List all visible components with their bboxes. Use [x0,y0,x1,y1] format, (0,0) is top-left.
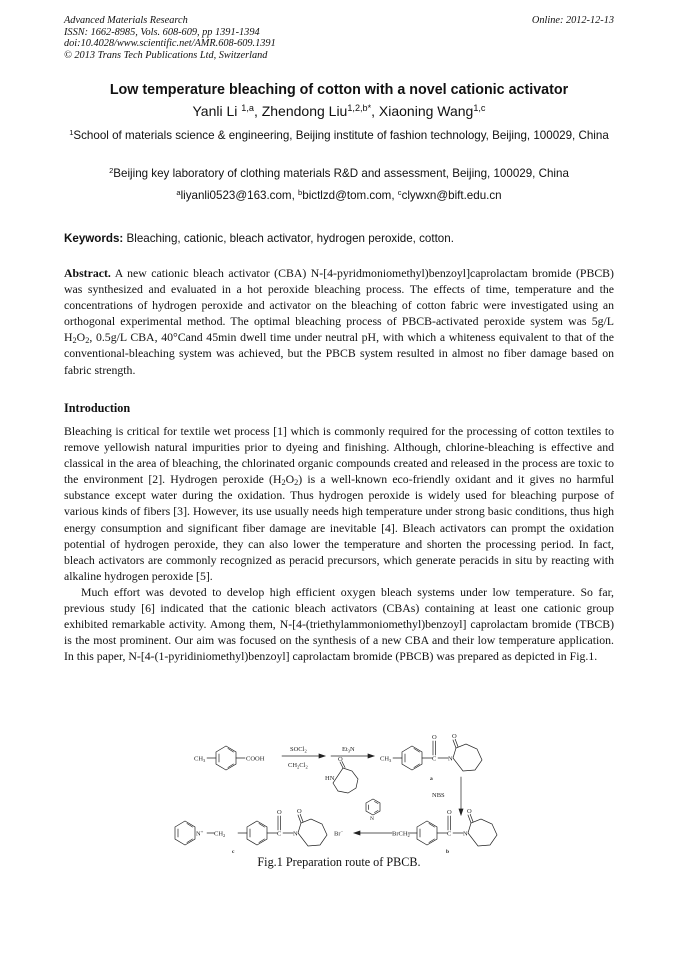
issn-line: ISSN: 1662-8985, Vols. 608-609, pp 1391-1394 [64,26,260,38]
scheme-label: $CH_2$ [214,830,226,838]
figure-caption: Fig.1 Preparation route of PBCB. [257,855,421,869]
introduction-body [64,423,614,664]
scheme-label: N [370,816,374,822]
scheme-label: N+ [196,829,204,838]
author-name: Zhendong Liu [261,103,348,119]
subscript: 2 [72,336,77,346]
subscript: 2 [85,336,90,346]
aff-sup: 1 [69,127,74,137]
compound-label-b: b [446,849,450,855]
journal-name: Advanced Materials Research [64,15,188,26]
abstract-text: , 0.5g/L CBA, 40°Cand 45min dwell time under neutral pH, with which a whiteness equivalent to that of the conventional-bleaching system was achieved, but the PBCB system resulted in almost no fiber damage based on fabric strength. [64,330,614,377]
scheme-label: Br− [334,829,344,838]
abstract-text: O [76,330,86,345]
scheme-label: N [463,830,468,838]
scheme-label: O [467,808,472,815]
online-date: Online: 2012-12-13 [531,15,614,26]
doi-line: doi:10.4028/www.scientific.net/AMR.608-609.1391 [64,38,276,50]
author-sup: 1,a [241,103,254,113]
author-list: Yanli Li $^{1,a}$, Zhendong Liu$^{1,2,b*}$, Xiaoning Wang$^{1,c}$ [192,103,486,119]
email-list: $^a$liyanli0523@163.com, $^b$bictlzd@tom.com, $^c$clywxn@bift.edu.cn [176,187,502,202]
keywords-label: Keywords: [64,232,124,245]
author-name: Xiaoning Wang [378,103,474,119]
journal-header [64,15,614,61]
keywords-text: Bleaching, cationic, bleach activator, hydrogen peroxide, cotton. [126,232,454,245]
scheme-label: COOH [246,755,265,763]
section-heading-introduction: Introduction [64,401,131,415]
intro-text: O [285,472,295,487]
subscript: 2 [281,478,286,488]
scheme-label: SOCl$_2$ [290,746,307,754]
reaction-scheme [170,725,510,857]
scheme-label: BrCH$_2$ [392,830,410,838]
aff-sup: 2 [109,165,114,175]
scheme-label: O [452,733,457,740]
intro-text: Bleaching is critical for textile wet process [1] which is commonly required for the processing of cotton textiles to remove yellowish natural impurities prior to dyeing and finishing. Although, chlorine-bleaching is effective and classical in the area of bleaching, the chlorinated organic compounds created and released in the process are toxic to the environment [2]. Hydrogen peroxide (H [64,424,614,487]
abstract-label: Abstract. [64,266,111,280]
intro-paragraph-2: Much effort was devoted to develop high efficient oxygen bleach systems under low temperature. So far, previous study [6] indicated that the cationic bleach activators (CBAs) containing at least one cationic group exhibited remarkable activity. Among them, N-[4-(triethylammoniomethyl)benzoyl] caprolactam bromide (TBCB) is the most prominent. Our aim was focused on the synthesis of a new CBA and their low temperature application. In this paper, N-[4-(1-pyridiniomethyl)benzoyl] caprolactam bromide (PBCB) was prepared as depicted in Fig.1. [64,584,614,664]
author-sup: 1,2,b* [347,103,372,113]
scheme-label: C [447,830,452,838]
scheme-label: O [297,808,302,815]
email: liyanli0523@163.com [180,189,292,202]
keywords [64,232,614,245]
scheme-label: N [448,755,453,763]
aff-text: School of materials science & engineering, Beijing institute of fashion technology, Beijing, 100029, China [73,129,609,142]
copyright-line: © 2013 Trans Tech Publications Ltd, Switzerland [64,49,268,61]
abstract-text: A new cationic bleach activator (CBA) N-[4-pyridmoniomethyl)benzoyl]caprolactam bromide (PBCB) was synthesized and evaluated in a hot peroxide bleaching process. The effects of time, temperature and the concentrations of hydrogen peroxide and activator on the bleaching of cotton fabric were investigated using an orthogonal experimental method. The optimal bleaching process of PBCB-activated peroxide system was 5g/L H [64,266,614,345]
scheme-label: HN [325,775,335,782]
aff-text: Beijing key laboratory of clothing materials R&D and assessment, Beijing, 100029, China [113,167,569,180]
intro-text: ) is a well-known eco-friendly oxidant and it gives no harmful substance except water during the oxidation. Thus hydrogen peroxide is widely used for bleaching purpose of various kinds of fibers [3]. However, its use usually needs high temperature under strong basic conditions, thus high energy consumption and significant fiber damage are inevitable [4]. Bleach activators can prompt the oxidation potential of hydrogen peroxide, they can also lower the temperature and shorten the processing period. In fact, bleach activators are commonly recognized as peracid precursors, which generate peracids in situ by reacting with alkaline hydrogen peroxide [5]. [64,472,614,583]
affiliation-1 [58,128,620,143]
abstract [64,265,614,378]
scheme-label: O [338,756,343,763]
subscript: 2 [294,478,299,488]
scheme-label: N [293,830,298,838]
scheme-label: $CH_3$ [194,755,206,763]
email: bictlzd@tom.com [302,189,392,202]
paper-title: Low temperature bleaching of cotton with a novel cationic activator [109,82,569,98]
scheme-label: O [447,809,452,816]
affiliation-2 [58,166,620,181]
scheme-label: O [432,734,437,741]
intro-paragraph-1 [64,423,614,584]
scheme-label: O [277,809,282,816]
compound-label-c: c [232,849,235,855]
scheme-label: NBS [432,792,445,799]
scheme-label: $CH_2Cl_2$ [288,762,308,770]
compound-label-a: a [430,776,433,782]
email-sup: a [176,187,181,197]
scheme-label: C [277,830,282,838]
email-sup: c [397,187,402,197]
scheme-label: $Et_3N$ [342,746,355,754]
scheme-label: $CH_3$ [380,755,392,763]
scheme-label: C [432,755,437,763]
email-sup: b [298,187,303,197]
author-sup: 1,c [473,103,486,113]
email: clywxn@bift.edu.cn [401,189,502,202]
author-name: Yanli Li [192,103,238,119]
